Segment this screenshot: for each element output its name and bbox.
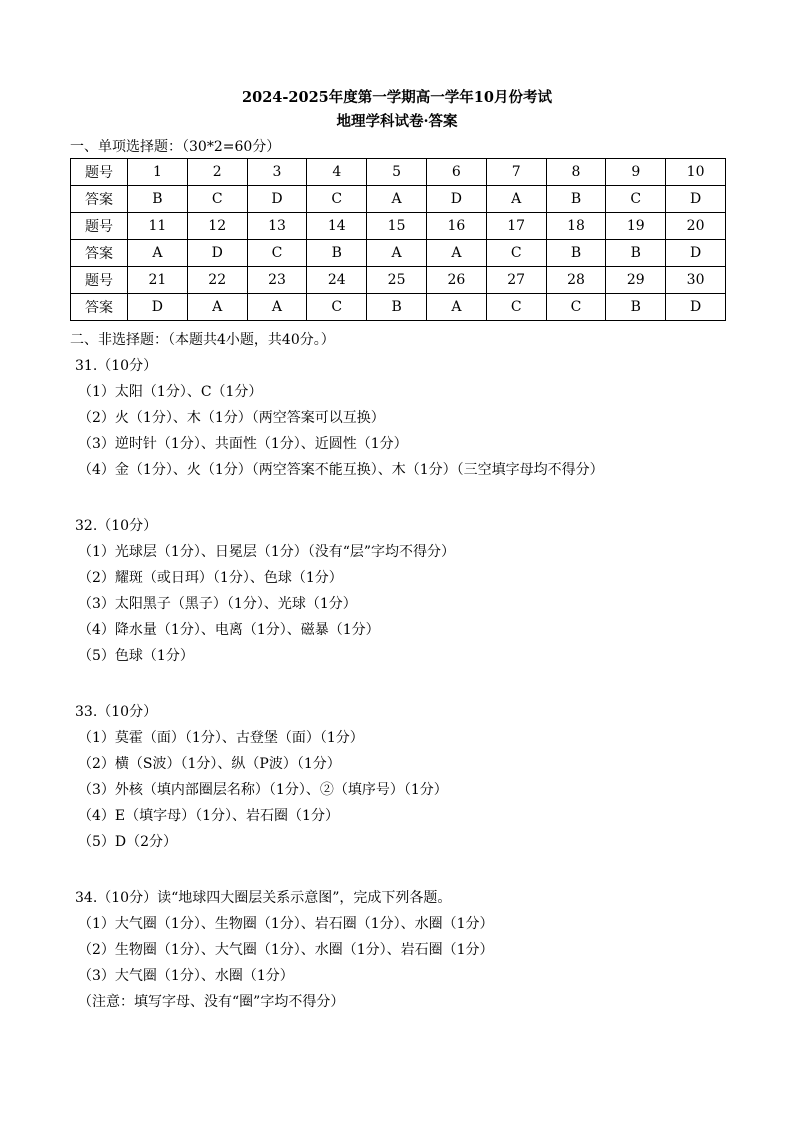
answer-cell: B	[546, 186, 606, 213]
question-number-cell: 12	[187, 213, 247, 240]
row-label: 题号	[71, 159, 128, 186]
answer-line: （3）太阳黑子（黑子）（1分）、光球（1分）	[78, 596, 357, 612]
answer-cell: D	[666, 294, 726, 321]
answer-cell: A	[367, 186, 427, 213]
question-number-cell: 15	[367, 213, 427, 240]
answer-cell: A	[426, 240, 486, 267]
answer-line: （1）莫霍（面）（1分）、古登堡（面）（1分）	[78, 730, 364, 746]
answer-line: （2）横（S波）（1分）、纵（P波）（1分）	[78, 756, 341, 772]
question-number-cell: 13	[247, 213, 307, 240]
question-number-cell: 18	[546, 213, 606, 240]
answer-cell: D	[666, 186, 726, 213]
question-number-cell: 4	[307, 159, 367, 186]
question-number-row	[71, 213, 726, 240]
answer-line: （4）E（填字母）（1分）、岩石圈（1分）	[78, 808, 339, 824]
answer-cell: D	[426, 186, 486, 213]
answer-line: （3）逆时针（1分）、共面性（1分）、近圆性（1分）	[78, 436, 408, 452]
question-number-cell: 17	[486, 213, 546, 240]
question-number-cell: 27	[486, 267, 546, 294]
answer-cell: B	[606, 294, 666, 321]
section2-heading: 二、非选择题：（本题共4小题，共40分。）	[70, 332, 335, 348]
answer-line: （2）耀斑（或日珥）（1分）、色球（1分）	[78, 570, 343, 586]
question-number-cell: 10	[666, 159, 726, 186]
question-number-cell: 9	[606, 159, 666, 186]
question-number-cell: 5	[367, 159, 427, 186]
question-number-cell: 25	[367, 267, 427, 294]
exam-subtitle: 地理学科试卷·答案	[336, 113, 458, 130]
question-head: 31.（10分）	[75, 358, 158, 374]
answer-cell: A	[486, 186, 546, 213]
answer-line: （注意：填写字母、没有“圈”字均不得分）	[78, 994, 345, 1010]
exam-title: 2024-2025年度第一学期高一学年10月份考试	[242, 89, 552, 106]
answer-line: （1）大气圈（1分）、生物圈（1分）、岩石圈（1分）、水圈（1分）	[78, 916, 494, 932]
answer-cell: B	[367, 294, 427, 321]
row-label: 答案	[71, 240, 128, 267]
question-number-row	[71, 159, 726, 186]
question-number-cell: 23	[247, 267, 307, 294]
question-number-cell: 11	[128, 213, 188, 240]
row-label: 题号	[71, 213, 128, 240]
question-number-cell: 14	[307, 213, 367, 240]
answer-line: （4）金（1分）、火（1分）（两空答案不能互换）、木（1分）（三空填字母均不得分）	[78, 462, 604, 478]
question-number-cell: 16	[426, 213, 486, 240]
question-number-cell: 6	[426, 159, 486, 186]
row-label: 题号	[71, 267, 128, 294]
answer-cell: C	[187, 186, 247, 213]
answer-row	[71, 186, 726, 213]
question-number-cell: 20	[666, 213, 726, 240]
question-number-row	[71, 267, 726, 294]
question-number-cell: 22	[187, 267, 247, 294]
answer-line: （4）降水量（1分）、电离（1分）、磁暴（1分）	[78, 622, 380, 638]
question-number-cell: 19	[606, 213, 666, 240]
answer-cell: C	[247, 240, 307, 267]
answer-line: （3）外核（填内部圈层名称）（1分）、②（填序号）（1分）	[78, 782, 448, 798]
question-number-cell: 3	[247, 159, 307, 186]
answer-row	[71, 294, 726, 321]
answer-line: （5）D（2分）	[78, 834, 178, 850]
question-number-cell: 24	[307, 267, 367, 294]
answer-cell: B	[307, 240, 367, 267]
answer-cell: A	[128, 240, 188, 267]
row-label: 答案	[71, 294, 128, 321]
answer-cell: C	[307, 294, 367, 321]
answer-cell: B	[606, 240, 666, 267]
question-head: 32.（10分）	[75, 518, 158, 534]
section1-heading: 一、单项选择题：（30*2=60分）	[70, 139, 281, 155]
answer-cell: C	[486, 294, 546, 321]
answer-cell: D	[128, 294, 188, 321]
answer-cell: C	[486, 240, 546, 267]
answer-cell: C	[606, 186, 666, 213]
answer-row	[71, 240, 726, 267]
answer-cell: A	[247, 294, 307, 321]
question-number-cell: 21	[128, 267, 188, 294]
question-head: 33.（10分）	[75, 704, 158, 720]
answer-line: （5）色球（1分）	[78, 648, 194, 664]
question-number-cell: 26	[426, 267, 486, 294]
answer-line: （3）大气圈（1分）、水圈（1分）	[78, 968, 294, 984]
question-number-cell: 8	[546, 159, 606, 186]
question-number-cell: 7	[486, 159, 546, 186]
question-number-cell: 2	[187, 159, 247, 186]
answer-cell: D	[187, 240, 247, 267]
question-head: 34.（10分）读“地球四大圈层关系示意图”，完成下列各题。	[75, 890, 452, 906]
answer-cell: A	[187, 294, 247, 321]
answer-cell: D	[666, 240, 726, 267]
question-number-cell: 1	[128, 159, 188, 186]
question-number-cell: 30	[666, 267, 726, 294]
answer-table	[70, 158, 726, 321]
answer-line: （1）光球层（1分）、日冕层（1分）（没有“层”字均不得分）	[78, 544, 456, 560]
answer-line: （2）生物圈（1分）、大气圈（1分）、水圈（1分）、岩石圈（1分）	[78, 942, 494, 958]
answer-cell: A	[367, 240, 427, 267]
question-number-cell: 28	[546, 267, 606, 294]
answer-line: （2）火（1分）、木（1分）（两空答案可以互换）	[78, 410, 385, 426]
answer-cell: A	[426, 294, 486, 321]
answer-cell: D	[247, 186, 307, 213]
row-label: 答案	[71, 186, 128, 213]
answer-cell: B	[128, 186, 188, 213]
answer-cell: C	[546, 294, 606, 321]
answer-cell: C	[307, 186, 367, 213]
question-number-cell: 29	[606, 267, 666, 294]
answer-line: （1）太阳（1分）、C（1分）	[78, 384, 263, 400]
answer-cell: B	[546, 240, 606, 267]
